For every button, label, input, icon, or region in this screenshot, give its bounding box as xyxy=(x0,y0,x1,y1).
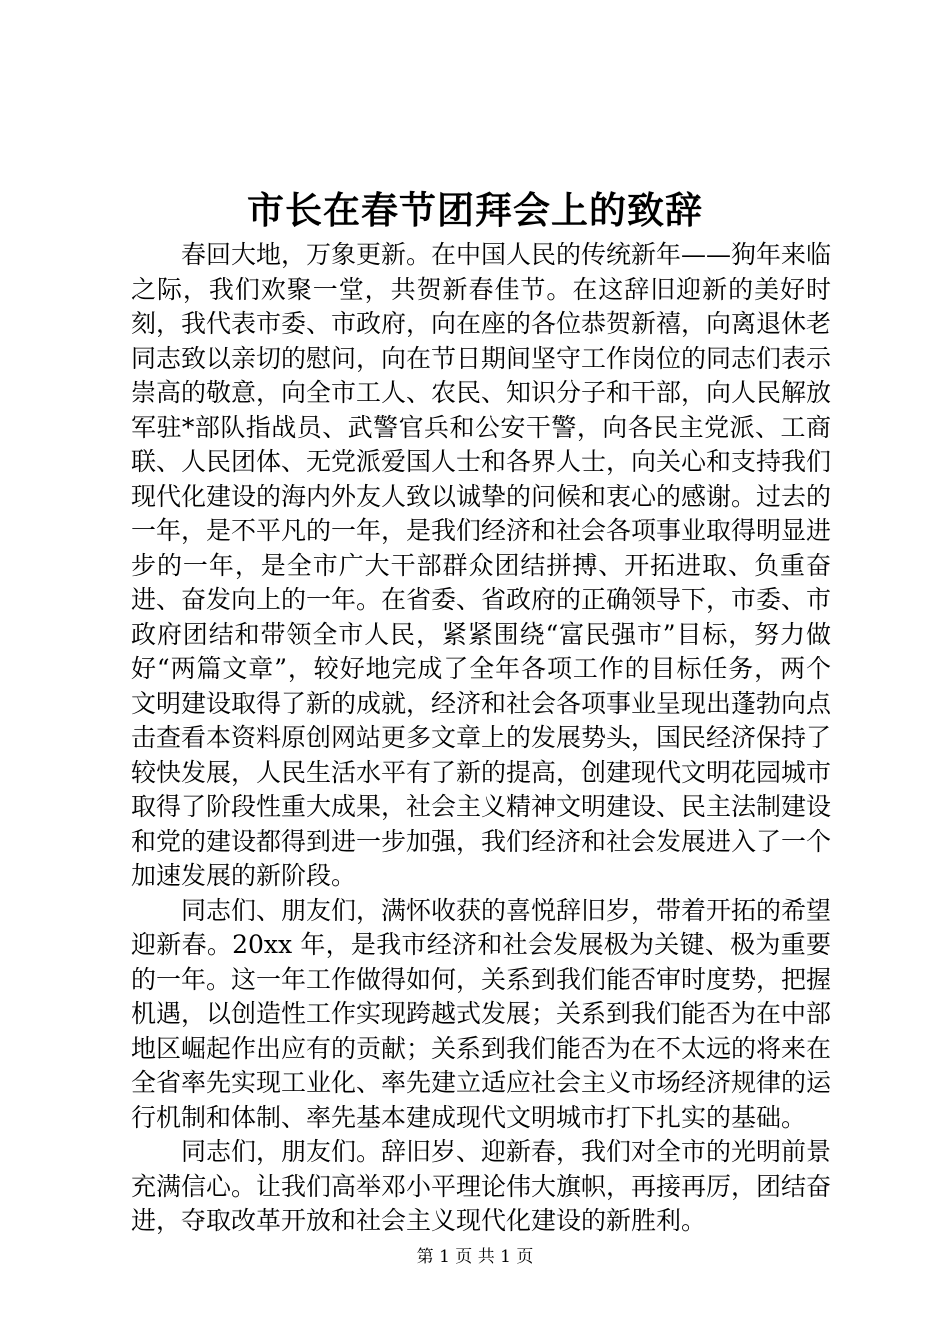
paragraph-1: 春回大地，万象更新。在中国人民的传统新年——狗年来临之际，我们欢聚一堂，共贺新春佳节。在这辞旧迎新的美好时刻，我代表市委、市政府，向在座的各位恭贺新禧，向离退休老同志致以亲切的慰问，向在节日期间坚守工作岗位的同志们表示崇高的敬意，向全市工人、农民、知识分子和干部，向人民解放军驻*部队指战员、武警官兵和公安干警，向各民主党派、工商联、人民团体、无党派爱国人士和各界人士，向关心和支持我们现代化建设的海内外友人致以诚挚的问候和衷心的感谢。过去的一年，是不平凡的一年，是我们经济和社会各项事业取得明显进步的一年，是全市广大干部群众团结拼搏、开拓进取、负重奋进、奋发向上的一年。在省委、省政府的正确领导下，市委、市政府团结和带领全市人民，紧紧围绕“富民强市”目标，努力做好“两篇文章”，较好地完成了全年各项工作的目标任务，两个文明建设取得了新的成就，经济和社会各项事业呈现出蓬勃向点击查看本资料原创网站更多文章上的发展势头，国民经济保持了较快发展，人民生活水平有了新的提高，创建现代文明花园城市取得了阶段性重大成果，社会主义精神文明建设、民主法制建设和党的建设都得到进一步加强，我们经济和社会发展进入了一个加速发展的新阶段。 xyxy=(131,240,832,890)
paragraph-3: 同志们，朋友们。辞旧岁、迎新春，我们对全市的光明前景充满信心。让我们高举邓小平理论伟大旗帜，再接再厉，团结奋进，夺取改革开放和社会主义现代化建设的新胜利。 xyxy=(131,1137,832,1235)
document-body xyxy=(131,238,831,1239)
document-title: 市长在春节团拜会上的致辞 xyxy=(247,188,703,232)
paragraph-2: 同志们、朋友们，满怀收获的喜悦辞旧岁，带着开拓的希望迎新春。20xx 年，是我市经济和社会发展极为关键、极为重要的一年。这一年工作做得如何，关系到我们能否审时度势，把握机遇，以创造性工作实现跨越式发展；关系到我们能否为在中部地区崛起作出应有的贡献；关系到我们能否为在不太远的将来在全省率先实现工业化、率先建立适应社会主义市场经济规律的运行机制和体制、率先基本建成现代文明城市打下扎实的基础。 xyxy=(131,895,832,1132)
page-footer: 第 1 页 共 1 页 xyxy=(416,1247,534,1267)
